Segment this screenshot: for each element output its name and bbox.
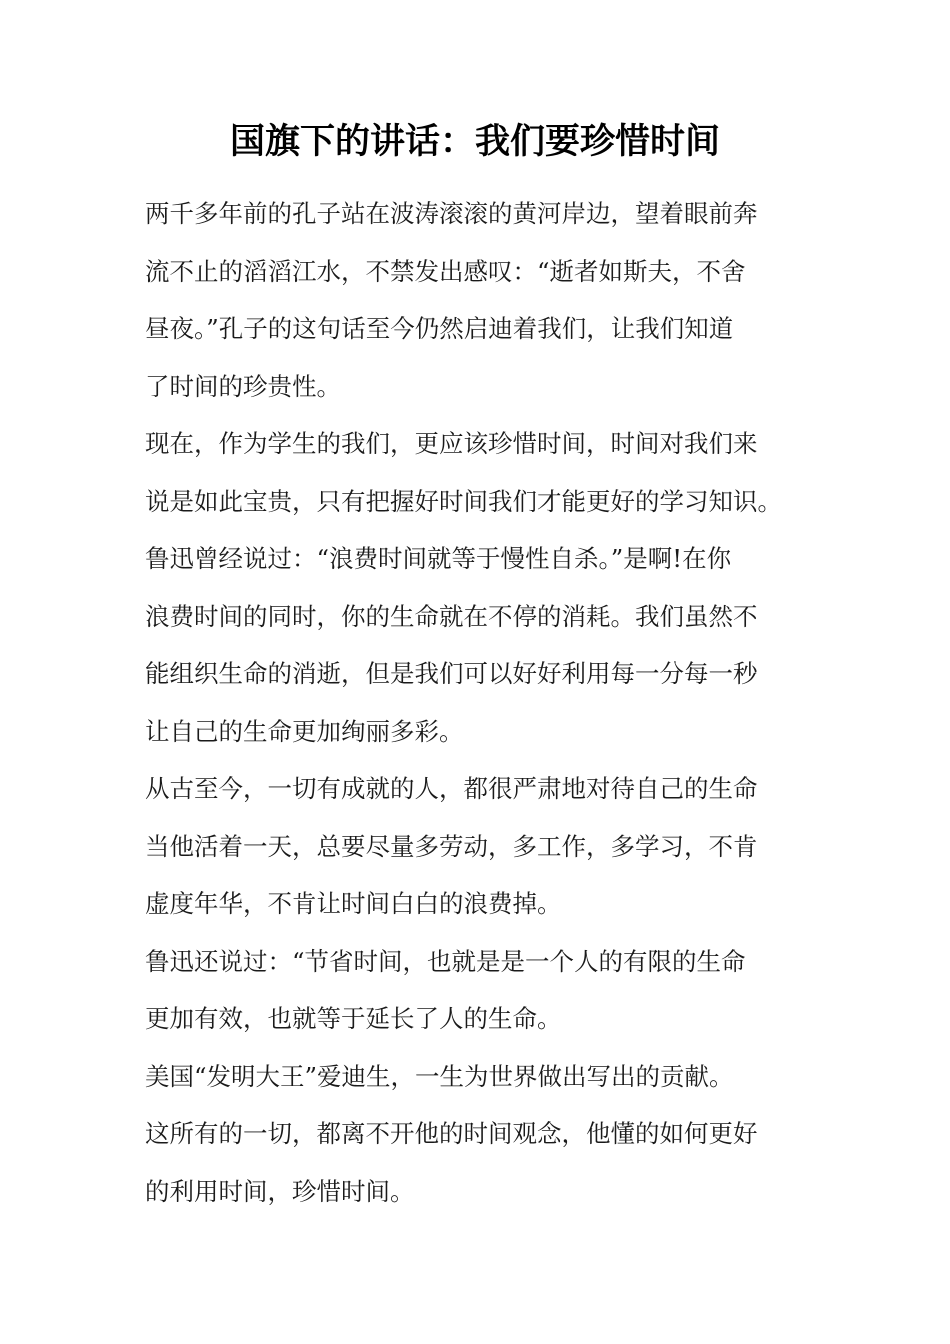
text-line: 鲁迅还说过：“节省时间，也就是是一个人的有限的生命 <box>145 946 746 976</box>
text-line: 鲁迅曾经说过：“浪费时间就等于慢性自杀。”是啊!在你 <box>145 544 732 573</box>
body-text <box>145 185 815 1220</box>
text-line: 两千多年前的孔子站在波涛滚滚的黄河岸边，望着眼前奔 <box>145 199 758 228</box>
text-line: 了时间的珍贵性。 <box>145 371 341 401</box>
text-line: 流不止的滔滔江水，不禁发出感叹：“逝者如斯夫，不舍 <box>145 256 746 286</box>
page-title: 国旗下的讲话：我们要珍惜时间 <box>229 122 720 162</box>
text-line: 当他活着一天，总要尽量多劳动，多工作，多学习，不肯 <box>145 831 758 861</box>
text-line: 美国“发明大王”爱迪生，一生为世界做出写出的贡献。 <box>145 1061 734 1091</box>
text-line: 这所有的一切，都离不开他的时间观念，他懂的如何更好 <box>145 1119 758 1148</box>
text-line: 昼夜。”孔子的这句话至今仍然启迪着我们，让我们知道 <box>145 314 734 343</box>
text-line: 的利用时间，珍惜时间。 <box>145 1176 415 1206</box>
text-line: 从古至今，一切有成就的人，都很严肃地对待自己的生命 <box>145 774 758 803</box>
text-line: 更加有效，也就等于延长了人的生命。 <box>145 1004 562 1033</box>
text-line: 虚度年华，不肯让时间白白的浪费掉。 <box>145 889 562 918</box>
text-line: 浪费时间的同时，你的生命就在不停的消耗。我们虽然不 <box>145 601 758 631</box>
text-line: 能组织生命的消逝，但是我们可以好好利用每一分每一秒 <box>145 659 758 688</box>
text-line: 现在，作为学生的我们，更应该珍惜时间，时间对我们来 <box>145 429 758 458</box>
text-line: 让自己的生命更加绚丽多彩。 <box>145 716 464 746</box>
text-line: 说是如此宝贵，只有把握好时间我们才能更好的学习知识。 <box>145 486 782 516</box>
